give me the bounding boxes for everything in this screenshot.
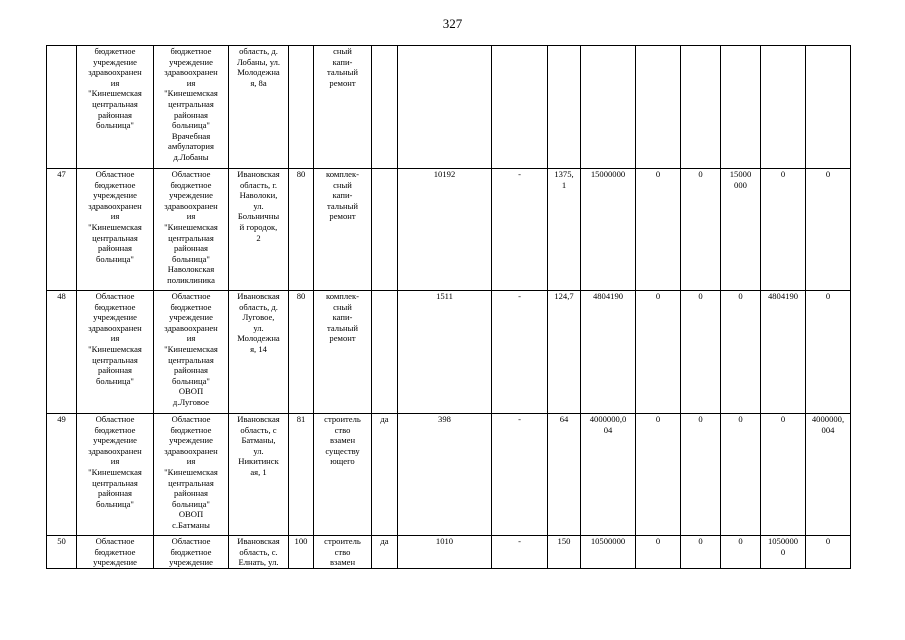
amount-cell: 0	[681, 291, 721, 414]
area-cell: 10192	[398, 169, 492, 291]
object-cell: бюджетное учреждение здравоохранен ия "Кинешемская центральная районная больница" Врачебная амбулатория д.Лобаны	[154, 46, 229, 169]
amount-cell	[636, 46, 681, 169]
dash-cell	[492, 46, 548, 169]
dash-cell: -	[492, 536, 548, 569]
amount-cell: 0	[636, 169, 681, 291]
value-cell	[548, 46, 581, 169]
object-cell: Областное бюджетное учреждение здравоохранен ия "Кинешемская центральная районная больница" Наволокская поликлиника	[154, 169, 229, 291]
amount-cell: 0	[806, 169, 851, 291]
table-row	[47, 414, 851, 536]
value-cell: 124,7	[548, 291, 581, 414]
amount-cell: 0	[681, 536, 721, 569]
amount-cell: 4000000, 004	[806, 414, 851, 536]
flag-cell	[372, 291, 398, 414]
year-cell: 80	[289, 169, 314, 291]
value-cell: 1375, 1	[548, 169, 581, 291]
amount-cell: 0	[636, 536, 681, 569]
amount-cell: 0	[721, 414, 761, 536]
owner-cell: Областное бюджетное учреждение	[77, 536, 154, 569]
amount-cell: 0	[681, 169, 721, 291]
work-type-cell: комплек- сный капи- тальный ремонт	[314, 169, 372, 291]
row-number: 47	[47, 169, 77, 291]
flag-cell	[372, 169, 398, 291]
amount-cell	[806, 46, 851, 169]
area-cell: 1010	[398, 536, 492, 569]
amount-cell: 15000 000	[721, 169, 761, 291]
year-cell	[289, 46, 314, 169]
year-cell: 80	[289, 291, 314, 414]
owner-cell: Областное бюджетное учреждение здравоохранен ия "Кинешемская центральная районная больница"	[77, 291, 154, 414]
dash-cell: -	[492, 414, 548, 536]
table-row	[47, 169, 851, 291]
total-cell: 15000000	[581, 169, 636, 291]
row-number	[47, 46, 77, 169]
row-number: 50	[47, 536, 77, 569]
year-cell: 100	[289, 536, 314, 569]
value-cell: 150	[548, 536, 581, 569]
amount-cell: 0	[636, 291, 681, 414]
area-cell: 1511	[398, 291, 492, 414]
amount-cell: 0	[721, 291, 761, 414]
flag-cell: да	[372, 536, 398, 569]
object-cell: Областное бюджетное учреждение	[154, 536, 229, 569]
value-cell: 64	[548, 414, 581, 536]
address-cell: Ивановская область, г. Наволоки, ул. Больничны й городок, 2	[229, 169, 289, 291]
row-number: 49	[47, 414, 77, 536]
capital-repair-table	[46, 45, 851, 569]
amount-cell	[681, 46, 721, 169]
work-type-cell: строитель ство взамен	[314, 536, 372, 569]
dash-cell: -	[492, 291, 548, 414]
amount-cell: 0	[721, 536, 761, 569]
total-cell	[581, 46, 636, 169]
owner-cell: Областное бюджетное учреждение здравоохранен ия "Кинешемская центральная районная больница"	[77, 169, 154, 291]
dash-cell: -	[492, 169, 548, 291]
work-type-cell: строитель ство взамен существу ющего	[314, 414, 372, 536]
amount-cell: 0	[681, 414, 721, 536]
table-row	[47, 291, 851, 414]
table-row	[47, 536, 851, 569]
address-cell: Ивановская область, с. Елнать, ул.	[229, 536, 289, 569]
work-type-cell: сный капи- тальный ремонт	[314, 46, 372, 169]
amount-cell: 0	[761, 169, 806, 291]
row-number: 48	[47, 291, 77, 414]
total-cell: 4804190	[581, 291, 636, 414]
amount-cell: 4804190	[761, 291, 806, 414]
area-cell: 398	[398, 414, 492, 536]
address-cell: область, д. Лобаны, ул. Молодежна я, 8а	[229, 46, 289, 169]
amount-cell	[761, 46, 806, 169]
amount-cell: 0	[761, 414, 806, 536]
amount-cell: 0	[806, 291, 851, 414]
page-number: 327	[442, 16, 463, 31]
year-cell: 81	[289, 414, 314, 536]
object-cell: Областное бюджетное учреждение здравоохранен ия "Кинешемская центральная районная больница" ОВОП д.Луговое	[154, 291, 229, 414]
work-type-cell: комплек- сный капи- тальный ремонт	[314, 291, 372, 414]
object-cell: Областное бюджетное учреждение здравоохранен ия "Кинешемская центральная районная больница" ОВОП с.Батманы	[154, 414, 229, 536]
owner-cell: бюджетное учреждение здравоохранен ия "Кинешемская центральная районная больница"	[77, 46, 154, 169]
flag-cell	[372, 46, 398, 169]
amount-cell: 1050000 0	[761, 536, 806, 569]
flag-cell: да	[372, 414, 398, 536]
address-cell: Ивановская область, д. Луговое, ул. Молодежна я, 14	[229, 291, 289, 414]
table-body	[47, 46, 851, 569]
amount-cell: 0	[636, 414, 681, 536]
address-cell: Ивановская область, с Батманы, ул. Никитинск ая, 1	[229, 414, 289, 536]
owner-cell: Областное бюджетное учреждение здравоохранен ия "Кинешемская центральная районная больница"	[77, 414, 154, 536]
amount-cell	[721, 46, 761, 169]
total-cell: 4000000,0 04	[581, 414, 636, 536]
table-row	[47, 46, 851, 169]
area-cell	[398, 46, 492, 169]
total-cell: 10500000	[581, 536, 636, 569]
amount-cell: 0	[806, 536, 851, 569]
